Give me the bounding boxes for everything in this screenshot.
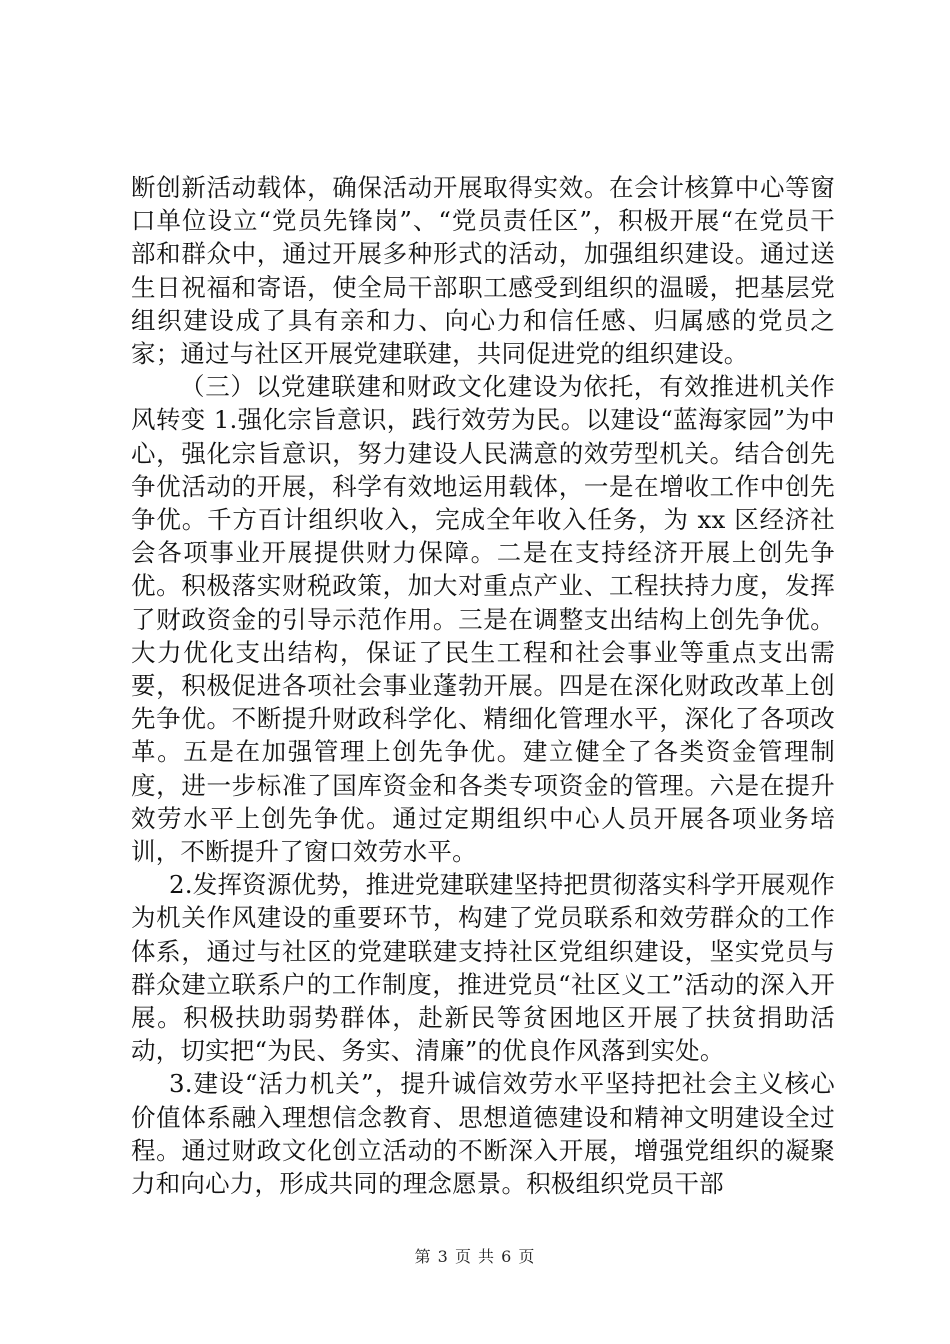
paragraph-continuation: 断创新活动载体，确保活动开展取得实效。在会计核算中心等窗口单位设立“党员先锋岗”、“党员责任区”，积极开展“在党员干部和群众中，通过开展多种形式的活动，加强组织建设。通过送生日祝福和寄语，使全局干部职工感受到组织的温暖，把基层党组织建设成了具有亲和力、向心力和信任感、归属感的党员之家；通过与社区开展党建联建，共同促进党的组织建设。 [131,173,835,369]
paragraph-section-three: （三）以党建联建和财政文化建设为依托，有效推进机关作风转变 1.强化宗旨意识，践行效劳为民。以建设“蓝海家园”为中心，强化宗旨意识，努力建设人民满意的效劳型机关。结合创先争优活动的开展，科学有效地运用载体，一是在增收工作中创先争优。千方百计组织收入，完成全年收入任务，为 xx 区经济社会各项事业开展提供财力保障。二是在支持经济开展上创先争优。积极落实财税政策，加大对重点产业、工程扶持力度，发挥了财政资金的引导示范作用。三是在调整支出结构上创先争优。大力优化支出结构，保证了民生工程和社会事业等重点支出需要，积极促进各项社会事业蓬勃开展。四是在深化财政改革上创先争优。不断提升财政科学化、精细化管理水平，深化了各项改革。五是在加强管理上创先争优。建立健全了各类资金管理制度，进一步标准了国库资金和各类专项资金的管理。六是在提升效劳水平上创先争优。通过定期组织中心人员开展各项业务培训，不断提升了窗口效劳水平。 [131,372,835,867]
document-body [131,171,835,1200]
page-footer [0,1244,950,1267]
page-number-label: 第 3 页 共 6 页 [414,1247,536,1266]
paragraph-item-two: 2.发挥资源优势，推进党建联建坚持把贯彻落实科学开展观作为机关作风建设的重要环节，构建了党员联系和效劳群众的工作体系，通过与社区的党建联建支持社区党组织建设，坚实党员与群众建立联系户的工作制度，推进党员“社区义工”活动的深入开展。积极扶助弱势群体，赴新民等贫困地区开展了扶贫捐助活动，切实把“为民、务实、清廉”的优良作风落到实处。 [131,870,835,1066]
paragraph-item-three: 3.建设“活力机关”，提升诚信效劳水平坚持把社会主义核心价值体系融入理想信念教育、思想道德建设和精神文明建设全过程。通过财政文化创立活动的不断深入开展，增强党组织的凝聚力和向心力，形成共同的理念愿景。积极组织党员干部 [131,1069,835,1199]
